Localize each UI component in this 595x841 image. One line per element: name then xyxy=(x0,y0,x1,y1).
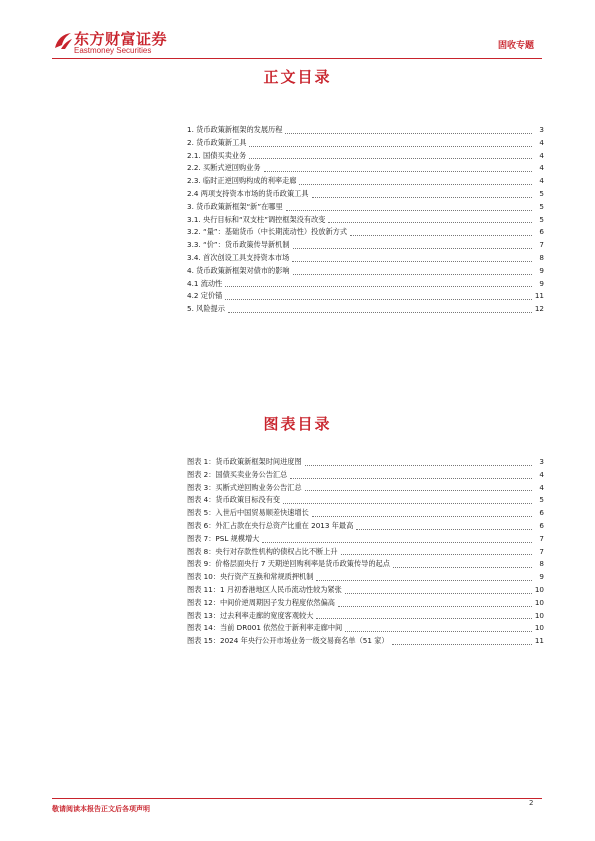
toc-entry-label: 2.2. 买断式逆回购业务 xyxy=(187,163,261,173)
toc-entry[interactable] xyxy=(187,278,544,291)
toc-entry[interactable] xyxy=(187,558,544,571)
toc-leader-dots xyxy=(341,553,532,555)
toc-leader-dots xyxy=(286,209,532,211)
toc-entry-page: 3 xyxy=(539,125,544,134)
toc-entry-label: 1. 货币政策新框架的发展历程 xyxy=(187,125,283,134)
toc-leader-dots xyxy=(249,145,532,147)
toc-entry-page: 7 xyxy=(539,546,544,556)
toc-entry-page: 9 xyxy=(539,572,544,582)
toc-leader-dots xyxy=(392,643,532,645)
toc-leader-dots xyxy=(292,260,532,262)
toc-entry-label: 2.4 两项支持资本市场的货币政策工具 xyxy=(187,188,309,198)
toc-entry-label: 图表 10：央行资产互换和常规质押机制 xyxy=(187,572,314,582)
toc-leader-dots xyxy=(345,630,532,632)
toc-entry[interactable] xyxy=(187,214,544,227)
toc-entry-page: 10 xyxy=(534,584,544,594)
toc-entry-page: 5 xyxy=(539,188,544,198)
toc-leader-dots xyxy=(316,617,532,619)
report-category-tag: 固收专题 xyxy=(497,41,534,51)
toc-entry-label: 图表 14：当前 DR001 依然位于新利率走廊中间 xyxy=(187,623,343,633)
toc-entry-label: 图表 4：货币政策目标没有变 xyxy=(187,495,281,505)
toc-entry[interactable] xyxy=(187,584,544,597)
toc-entry-label: 图表 7：PSL 规模增大 xyxy=(187,533,260,543)
figure-toc-title: 图表目录 xyxy=(263,415,332,433)
toc-leader-dots xyxy=(293,247,532,249)
toc-entry[interactable] xyxy=(187,239,544,252)
page-header xyxy=(52,28,542,58)
toc-entry-label: 图表 6：外汇占款在央行总资产比重在 2013 年最高 xyxy=(187,520,354,530)
toc-entry[interactable] xyxy=(187,597,544,610)
toc-leader-dots xyxy=(316,579,532,581)
toc-entry-label: 图表 13：过去利率走廊的宽度客观较大 xyxy=(187,610,314,620)
toc-entry-label: 图表 2：国债买卖业务公告汇总 xyxy=(187,469,288,479)
figure-toc-list xyxy=(187,456,544,648)
toc-leader-dots xyxy=(350,234,532,236)
toc-entry-label: 3.1. 央行目标和“双支柱”调控框架没有改变 xyxy=(187,214,326,224)
header-divider xyxy=(52,58,542,59)
toc-leader-dots xyxy=(264,170,532,172)
toc-leader-dots xyxy=(225,298,532,300)
toc-entry-label: 2. 货币政策新工具 xyxy=(187,137,247,147)
toc-entry-page: 4 xyxy=(539,150,544,160)
toc-entry-page: 11 xyxy=(534,291,544,301)
toc-entry-label: 4.1 流动性 xyxy=(187,278,223,288)
toc-entry-label: 图表 5：入世后中国贸易顺差快速增长 xyxy=(187,508,309,518)
toc-leader-dots xyxy=(225,285,532,287)
toc-entry-label: 5. 风险提示 xyxy=(187,304,225,314)
toc-entry-label: 图表 1：货币政策新框架时间进度图 xyxy=(187,457,302,466)
toc-leader-dots xyxy=(290,477,532,479)
toc-entry[interactable] xyxy=(187,188,544,201)
toc-entry-label: 3.4. 首次创设工具支持资本市场 xyxy=(187,252,290,262)
toc-entry[interactable] xyxy=(187,175,544,188)
toc-entry-label: 3.3. “价”：货币政策传导新机制 xyxy=(187,240,290,250)
toc-entry-page: 6 xyxy=(539,227,544,237)
toc-leader-dots xyxy=(283,502,532,504)
toc-entry[interactable] xyxy=(187,482,544,495)
toc-entry[interactable] xyxy=(187,162,544,175)
toc-entry[interactable] xyxy=(187,137,544,150)
footer-disclaimer: 敬请阅读本报告正文后各项声明 xyxy=(52,805,150,813)
toc-entry[interactable] xyxy=(187,150,544,163)
toc-leader-dots xyxy=(262,541,532,543)
main-toc-title: 正文目录 xyxy=(263,68,332,86)
toc-entry-page: 5 xyxy=(539,495,544,505)
toc-entry-label: 4.2 定价锚 xyxy=(187,291,223,301)
toc-leader-dots xyxy=(249,157,532,159)
toc-entry-page: 9 xyxy=(539,278,544,288)
toc-entry[interactable] xyxy=(187,622,544,635)
toc-entry-page: 5 xyxy=(539,201,544,211)
toc-leader-dots xyxy=(228,311,532,313)
toc-entry-page: 4 xyxy=(539,176,544,186)
toc-entry-label: 图表 3：买断式逆回购业务公告汇总 xyxy=(187,482,302,492)
toc-entry-label: 3. 货币政策新框架“新”在哪里 xyxy=(187,201,283,211)
toc-leader-dots xyxy=(356,528,532,530)
toc-entry[interactable] xyxy=(187,252,544,265)
toc-entry-page: 4 xyxy=(539,137,544,147)
toc-entry-label: 图表 15：2024 年央行公开市场业务一级交易商名单（51 家） xyxy=(187,636,389,646)
page-number: 2 xyxy=(529,799,534,807)
toc-entry-page: 10 xyxy=(534,623,544,633)
toc-entry-label: 图表 9：价格层面央行 7 天期逆回购利率是货币政策传导的起点 xyxy=(187,559,390,569)
toc-entry-page: 12 xyxy=(534,304,544,314)
toc-entry-page: 4 xyxy=(539,469,544,479)
toc-leader-dots xyxy=(305,489,532,491)
toc-entry[interactable] xyxy=(187,290,544,303)
toc-entry-page: 9 xyxy=(539,265,544,275)
toc-entry-page: 10 xyxy=(534,597,544,607)
toc-entry[interactable] xyxy=(187,124,544,137)
toc-entry-label: 图表 8：央行对存款性机构的债权占比不断上升 xyxy=(187,546,338,556)
toc-entry[interactable] xyxy=(187,201,544,214)
toc-entry-label: 4. 货币政策新框架对债市的影响 xyxy=(187,265,290,275)
toc-leader-dots xyxy=(328,221,532,223)
toc-entry[interactable] xyxy=(187,533,544,546)
toc-entry-page: 5 xyxy=(539,214,544,224)
toc-entry-label: 图表 12：中间价逆周期因子发力程度依然偏高 xyxy=(187,597,335,607)
toc-entry[interactable] xyxy=(187,507,544,520)
toc-entry[interactable] xyxy=(187,635,544,648)
toc-entry[interactable] xyxy=(187,571,544,584)
toc-leader-dots xyxy=(285,132,532,134)
main-toc-list xyxy=(187,124,544,316)
toc-entry[interactable] xyxy=(187,494,544,507)
toc-entry[interactable] xyxy=(187,610,544,623)
toc-leader-dots xyxy=(312,196,532,198)
toc-entry[interactable] xyxy=(187,226,544,239)
toc-entry-label: 图表 11：1 月初香港地区人民币流动性较为紧张 xyxy=(187,584,342,594)
toc-leader-dots xyxy=(299,183,532,185)
toc-entry-page: 7 xyxy=(539,533,544,543)
brand-name-cn: 东方财富证券 xyxy=(74,30,168,48)
toc-entry[interactable] xyxy=(187,520,544,533)
toc-entry[interactable] xyxy=(187,456,544,469)
toc-leader-dots xyxy=(393,566,532,568)
toc-entry-page: 8 xyxy=(539,559,544,569)
toc-leader-dots xyxy=(345,592,532,594)
toc-leader-dots xyxy=(305,464,532,466)
toc-entry-label: 2.3. 临时正逆回购构成的利率走廊 xyxy=(187,176,297,186)
toc-leader-dots xyxy=(338,605,532,607)
toc-entry-label: 2.1. 国债买卖业务 xyxy=(187,150,247,160)
toc-entry-page: 7 xyxy=(539,240,544,250)
footer-divider xyxy=(52,798,542,799)
toc-entry-label: 3.2. “量”：基础货币（中长期流动性）投放新方式 xyxy=(187,227,348,237)
toc-entry[interactable] xyxy=(187,546,544,559)
toc-leader-dots xyxy=(312,515,532,517)
toc-entry-page: 8 xyxy=(539,252,544,262)
toc-entry-page: 4 xyxy=(539,163,544,173)
toc-entry-page: 6 xyxy=(539,508,544,518)
toc-entry-page: 4 xyxy=(539,482,544,492)
toc-entry-page: 11 xyxy=(534,636,544,646)
brand-name-en: Eastmoney Securities xyxy=(74,46,152,55)
toc-leader-dots xyxy=(293,273,532,275)
toc-entry[interactable] xyxy=(187,303,544,316)
toc-entry-page: 10 xyxy=(534,610,544,620)
toc-entry-page: 6 xyxy=(539,520,544,530)
toc-entry-page: 3 xyxy=(539,457,544,466)
eastmoney-logo-icon xyxy=(52,30,74,52)
toc-entry[interactable] xyxy=(187,469,544,482)
toc-entry[interactable] xyxy=(187,265,544,278)
